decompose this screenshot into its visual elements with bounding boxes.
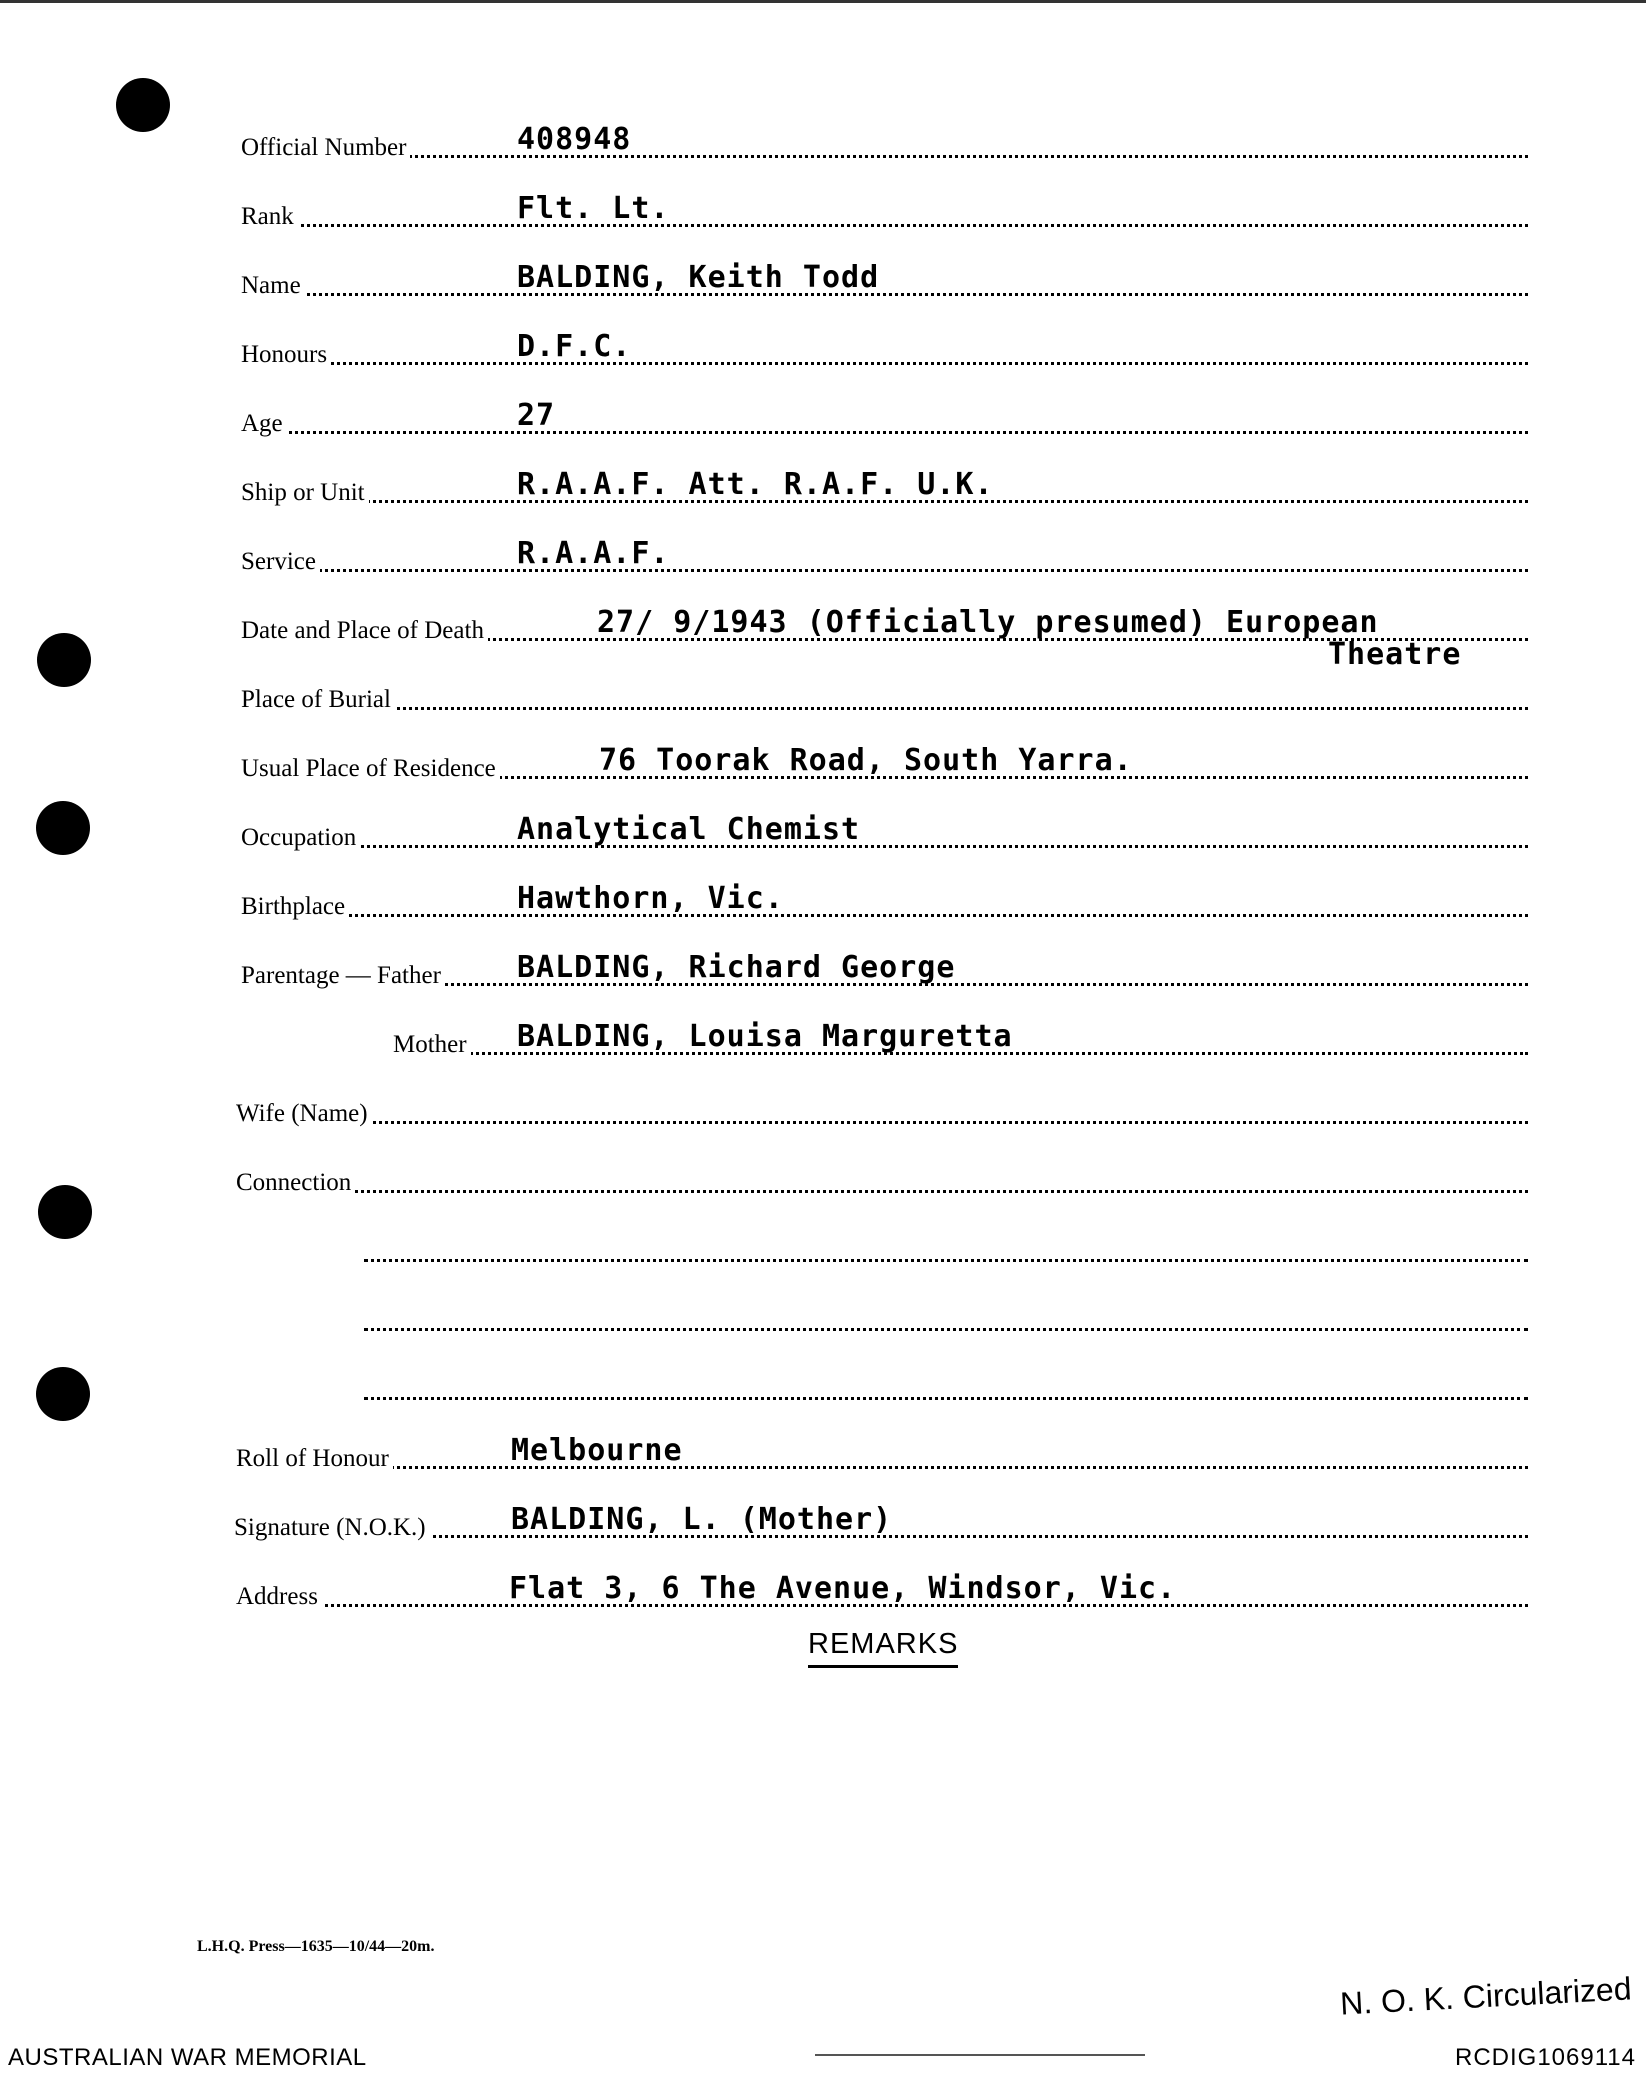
field-wife-name	[236, 1088, 1528, 1128]
field-value: R.A.A.F. Att. R.A.F. U.K.	[517, 467, 994, 502]
field-value: BALDING, Richard George	[517, 950, 956, 985]
field-value: R.A.A.F.	[517, 536, 670, 571]
field-label: Birthplace	[241, 893, 349, 921]
field-label: Date and Place of Death	[241, 617, 488, 645]
field-value: Flt. Lt.	[517, 191, 670, 226]
field-signature	[234, 1502, 1528, 1542]
field-label: Wife (Name)	[236, 1100, 372, 1128]
field-place-of-burial	[241, 674, 1528, 714]
field-name	[241, 260, 1528, 300]
blank-line	[364, 1226, 1528, 1266]
field-label: Ship or Unit	[241, 479, 369, 507]
field-label: Honours	[241, 341, 331, 369]
printer-imprint: L.H.Q. Press—1635—10/44—20m.	[197, 1938, 435, 1955]
field-label: Address	[236, 1583, 322, 1611]
remarks-heading: REMARKS	[808, 1628, 958, 1668]
field-value: D.F.C.	[517, 329, 632, 364]
field-roll-of-honour	[236, 1433, 1528, 1473]
nok-circularized-stamp: N. O. K. Circularized	[1339, 1970, 1633, 2022]
field-label: Signature (N.O.K.)	[234, 1514, 430, 1542]
footer-rule	[815, 2054, 1145, 2056]
field-birthplace	[241, 881, 1528, 921]
field-value: 76 Toorak Road, South Yarra.	[599, 743, 1133, 778]
blank-line	[364, 1295, 1528, 1335]
punch-hole	[37, 633, 91, 687]
field-connection	[236, 1157, 1528, 1197]
field-age	[241, 398, 1528, 438]
field-value-continuation: Theatre	[1328, 637, 1462, 672]
footer-record-id: RCDIG1069114	[1455, 2044, 1636, 2071]
field-label: Name	[241, 272, 305, 300]
punch-hole	[36, 1367, 90, 1421]
field-residence	[241, 743, 1528, 783]
field-official-number	[241, 122, 1528, 162]
field-value: BALDING, Louisa Marguretta	[517, 1019, 1013, 1054]
field-rank	[241, 191, 1528, 231]
field-service	[241, 536, 1528, 576]
field-label: Connection	[236, 1169, 355, 1197]
field-value: BALDING, L. (Mother)	[511, 1502, 893, 1537]
field-label: Age	[241, 410, 287, 438]
field-label: Place of Burial	[241, 686, 395, 714]
field-label: Official Number	[241, 134, 410, 162]
field-label: Service	[241, 548, 320, 576]
field-label: Occupation	[241, 824, 360, 852]
field-honours	[241, 329, 1528, 369]
field-label: Parentage — Father	[241, 962, 445, 990]
punch-hole	[38, 1185, 92, 1239]
field-value: Analytical Chemist	[517, 812, 861, 847]
footer-institution: AUSTRALIAN WAR MEMORIAL	[8, 2044, 367, 2071]
top-edge-rule	[0, 0, 1646, 3]
field-label: Rank	[241, 203, 298, 231]
field-occupation	[241, 812, 1528, 852]
blank-line	[364, 1364, 1528, 1404]
punch-hole	[116, 78, 170, 132]
field-value: BALDING, Keith Todd	[517, 260, 880, 295]
field-address	[236, 1571, 1528, 1611]
field-value: 27/ 9/1943 (Officially presumed) European	[597, 605, 1379, 640]
field-mother	[393, 1019, 1528, 1059]
field-value: 408948	[517, 122, 632, 157]
field-value: Flat 3, 6 The Avenue, Windsor, Vic.	[509, 1571, 1177, 1606]
field-ship-or-unit	[241, 467, 1528, 507]
field-label: Usual Place of Residence	[241, 755, 500, 783]
field-label: Roll of Honour	[236, 1445, 393, 1473]
punch-hole	[36, 801, 90, 855]
field-father	[241, 950, 1528, 990]
field-value: 27	[517, 398, 556, 433]
field-label: Mother	[393, 1031, 471, 1059]
field-value: Hawthorn, Vic.	[517, 881, 784, 916]
field-value: Melbourne	[511, 1433, 683, 1468]
